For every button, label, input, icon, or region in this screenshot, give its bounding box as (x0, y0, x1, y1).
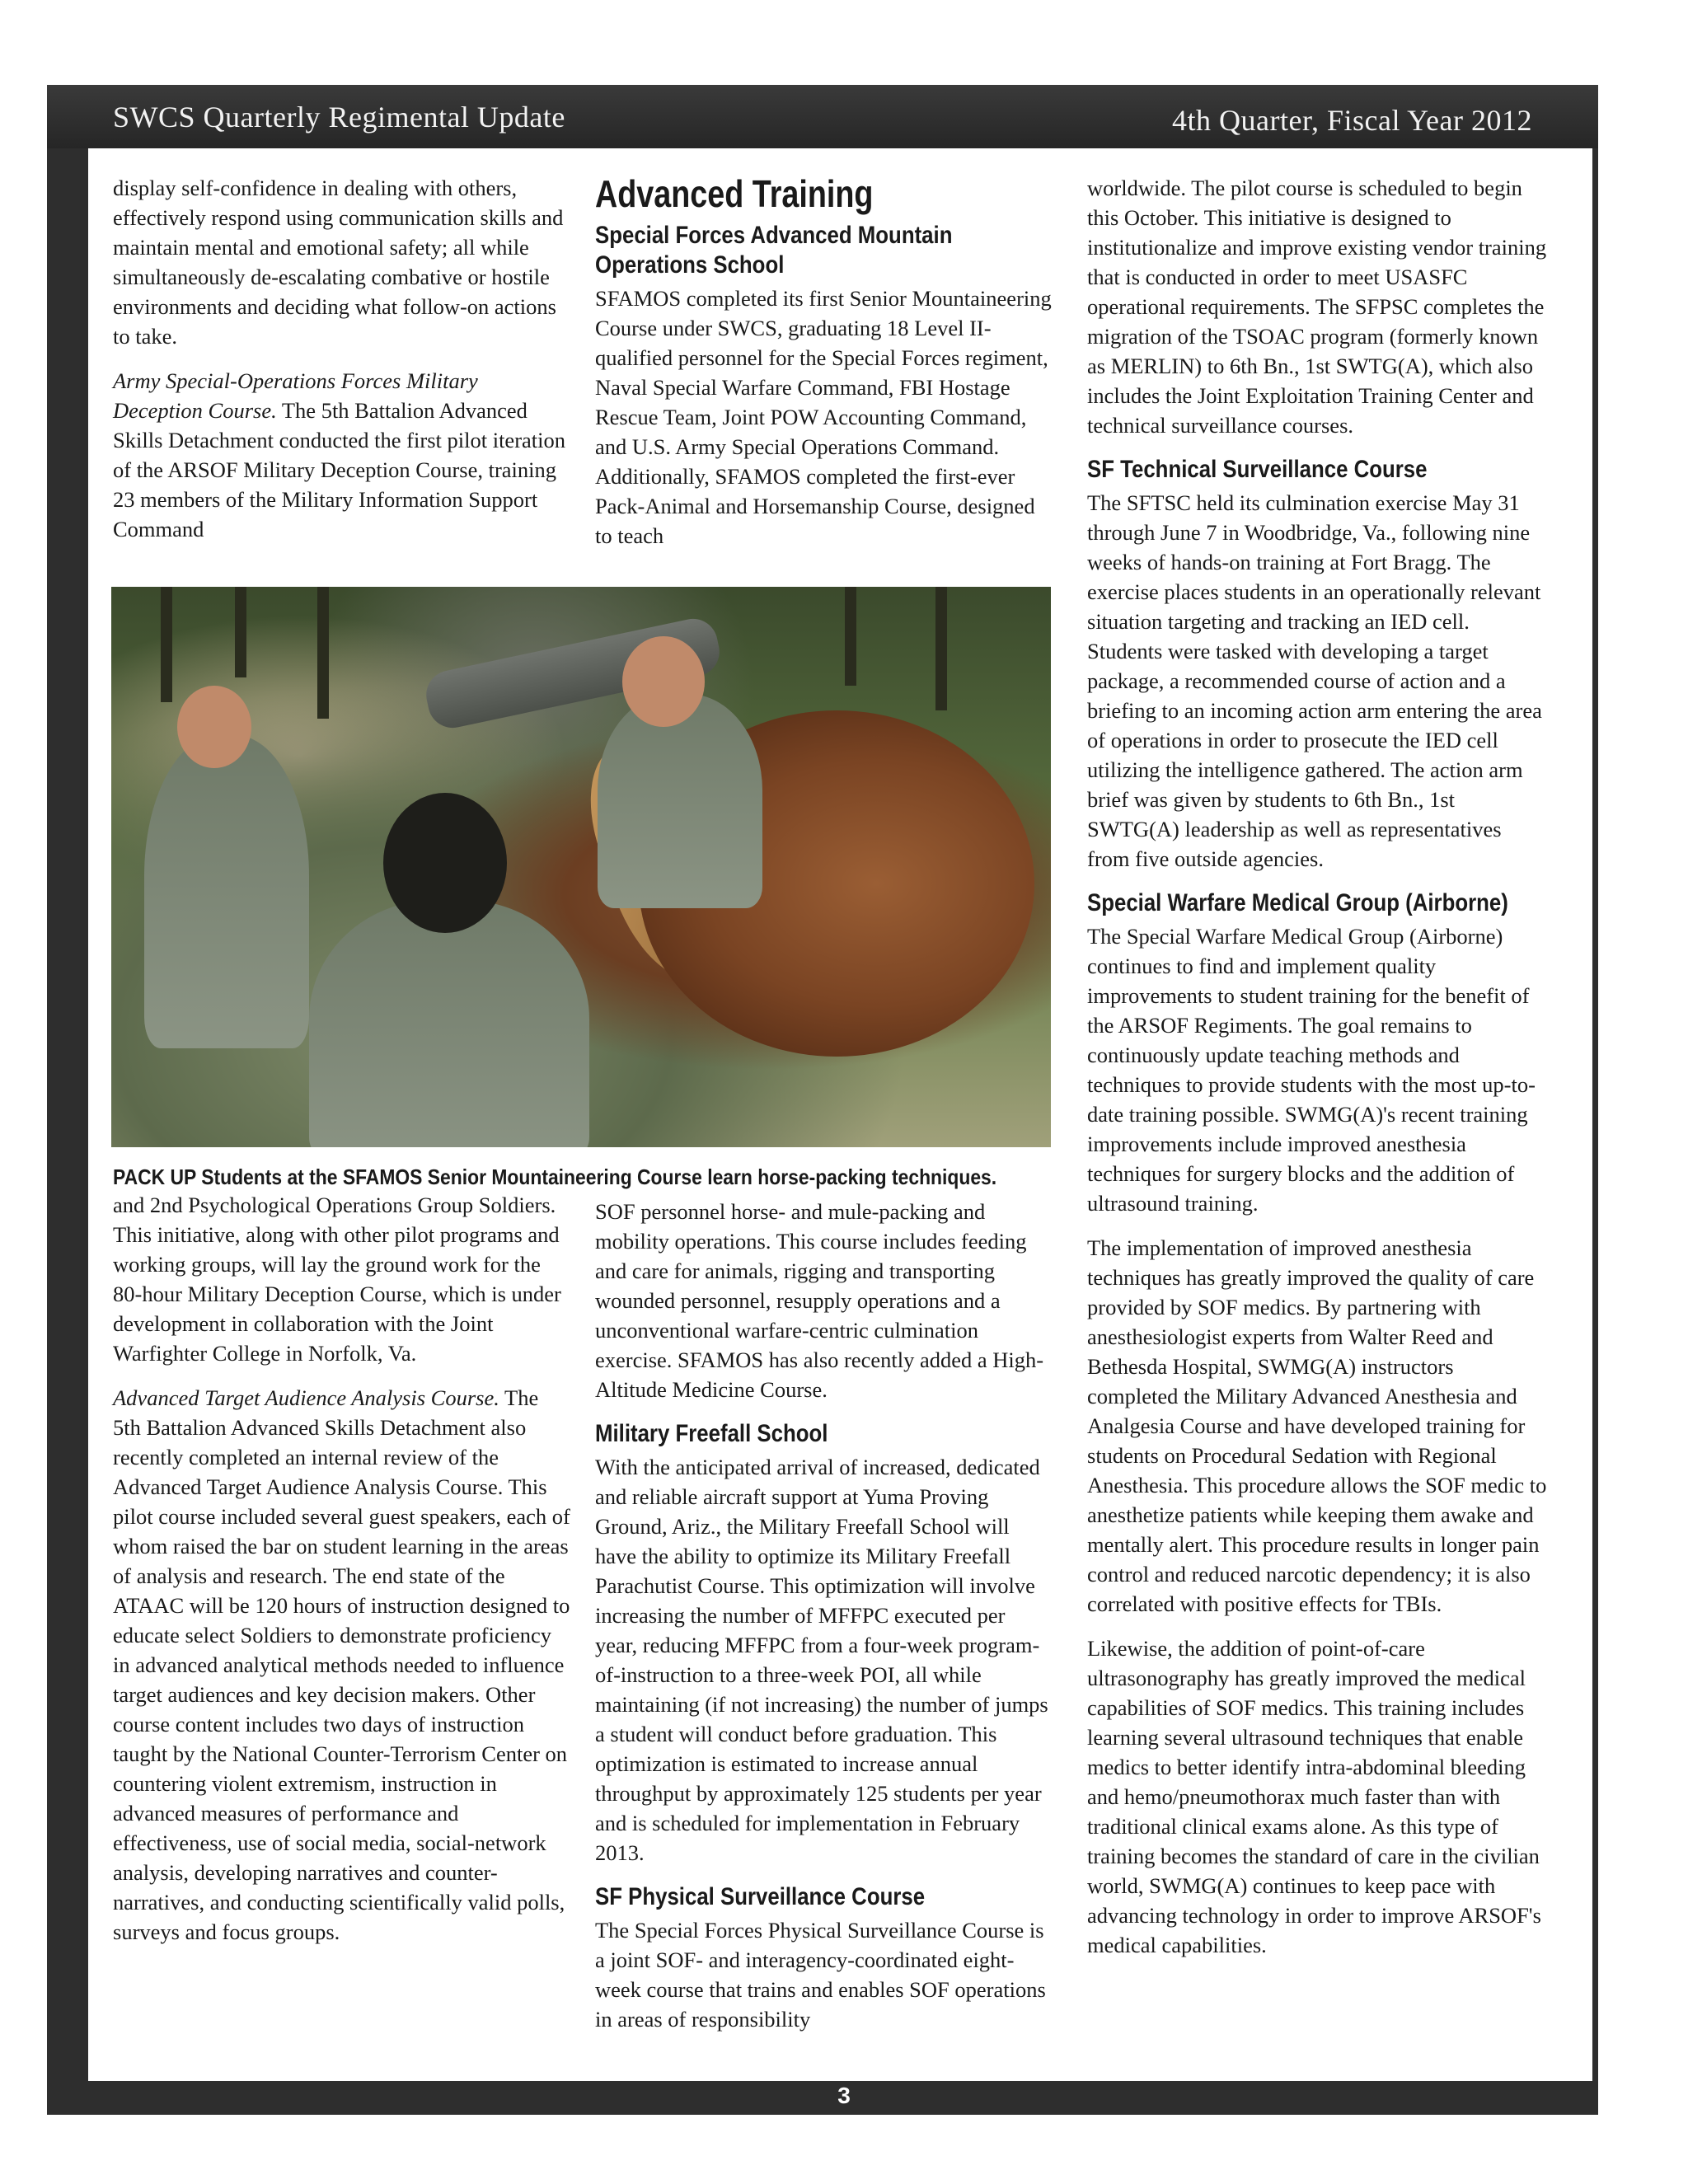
paragraph (113, 1383, 570, 1947)
issue-date: 4th Quarter, Fiscal Year 2012 (1172, 104, 1532, 137)
photo-soldier (144, 735, 309, 1048)
paragraph: With the anticipated arrival of increased, dedicated and reliable aircraft support at Yuma Proving Ground, Ariz., the Military Freefall School will have the ability to optimize its Military Freefall Parachutist Course. This optimization will involve increasing the number of MFFPC executed per year, reducing MFFPC from a four-week program-of-instruction to a three-week POI, all while maintaining (if not increasing) the number of jumps a student will conduct before graduation. This optimization is estimated to increase annual throughput by approximately 125 students per year and is scheduled for implementation in February 2013. (595, 1455, 1048, 1865)
paragraph-text: The 5th Battalion Advanced Skills Detachment also recently completed an internal review of the Advanced Target Audience Analysis Course. This pilot course included several guest speakers, each of whom raised the bar on student learning in the areas of analysis and research. The end state of the ATAAC will be 120 hours of instruction designed to educate select Soldiers to demonstrate proficiency in advanced analytical methods needed to influence target audiences and key decision makers. Other course content includes two days of instruction taught by the National Counter-Terrorism Center on countering violent extremism, instruction in advanced measures of performance and effectiveness, use of social media, social-network analysis, developing narratives and counter-narratives, and conducting scientifically valid polls, surveys and focus groups. (113, 1385, 570, 1944)
sub-heading-swmg: Special Warfare Medical Group (Airborne) (1087, 889, 1508, 916)
paragraph: SOF personnel horse- and mule-packing and mobility operations. This course includes feeding and care for animals, rigging and transporting wounded personnel, resupply operations and a unconventional warfare-centric culmination exercise. SFAMOS has also recently added a High-Altitude Medicine Course. (595, 1199, 1044, 1402)
run-in-heading: Advanced Target Audience Analysis Course. (113, 1385, 499, 1410)
photo-caption: PACK UP Students at the SFAMOS Senior Mountaineering Course learn horse-packing techniques. (113, 1165, 997, 1189)
sub-heading-sfamos: Special Forces Advanced Mountain Operations School (595, 222, 953, 279)
paragraph: The implementation of improved anesthesia techniques has greatly improved the quality of care provided by SOF medics. By partnering with anesthesiologist experts from Walter Reed and Bethesda Hospital, SWMG(A) instructors completed the Military Advanced Anesthesia and Analgesia Course and have developed training for students on Procedural Sedation with Regional Anesthesia. This procedure allows the SOF medic to anesthetize patients while keeping them awake and mentally alert. This procedure results in longer pain control and reduced narcotic dependency; it is also correlated with positive effects for TBIs. (1087, 1235, 1547, 1616)
paragraph: The SFTSC held its culmination exercise May 31 through June 7 in Woodbridge, Va., following nine weeks of hands-on training at Fort Bragg. The exercise places students in an operationally relevant situation targeting and tracking an IED cell. Students were tasked with developing a target package, a recommended course of action and a briefing to an incoming action arm entering the area of operations in order to prosecute the IED cell utilizing the intelligence gathered. The action arm brief was given by students to 6th Bn., 1st SWTG(A) leadership as well as representatives from five outside agencies. (1087, 490, 1542, 871)
photo-tree (161, 587, 172, 702)
run-in-heading: Army Special-Operations Forces Military Deception Course. (113, 368, 478, 423)
sub-heading-sfpsc: SF Physical Surveillance Course (595, 1883, 926, 1910)
header-bar (47, 85, 1598, 148)
paragraph: The Special Warfare Medical Group (Airborne) continues to find and implement quality improvements to student training for the benefit of the ARSOF Regiments. The goal remains to continuously update teaching methods and techniques to provide students with the most up-to-date training possible. SWMG(A)'s recent training improvements include improved anesthesia techniques for surgery blocks and the addition of ultrasound training. (1087, 924, 1536, 1216)
paragraph-text: The 5th Battalion Advanced Skills Detachment conducted the first pilot iteration of the ARSOF Military Deception Course, training 23 members of the Military Information Support Command (113, 398, 566, 541)
photo-tree (845, 587, 856, 686)
paragraph: and 2nd Psychological Operations Group Soldiers. This initiative, along with other pilot programs and working groups, will lay the ground work for the 80-hour Military Deception Course, which is under development in collaboration with the Joint Warfighter College in Norfolk, Va. (113, 1193, 561, 1366)
page-content (88, 148, 1592, 2081)
photo-tree (317, 587, 329, 719)
photo-soldier-head (622, 636, 705, 727)
column-3 (1087, 173, 1549, 1975)
photo-soldier (598, 694, 762, 908)
paragraph: The Special Forces Physical Surveillance Course is a joint SOF- and interagency-coordinated eight-week course that trains and enables SOF operations in areas of responsibility (595, 1918, 1046, 2032)
column-2-bottom (595, 1197, 1053, 2049)
column-1-bottom (113, 1190, 570, 1961)
paragraph: SFAMOS completed its first Senior Mountaineering Course under SWCS, graduating 18 Level II-qualified personnel for the Special Forces regiment, Naval Special Warfare Command, FBI Hostage Rescue Team, Joint POW Accounting Command, and U.S. Army Special Operations Command. Additionally, SFAMOS completed the first-ever Pack-Animal and Horsemanship Course, designed to teach (595, 286, 1052, 548)
column-2-top (595, 171, 1053, 565)
paragraph: display self-confidence in dealing with others, effectively respond using communication skills and maintain mental and emotional safety; all while simultaneously de-escalating combative or hostile environments and deciding what follow-on actions to take. (113, 176, 564, 349)
photo-horse-packing (111, 587, 1051, 1147)
photo-soldier-head (177, 686, 251, 768)
section-title: Advanced Training (595, 172, 874, 215)
photo-tree (235, 587, 246, 677)
paragraph (113, 366, 570, 544)
photo-soldier (309, 900, 589, 1147)
page-number: 3 (837, 2083, 851, 2108)
sub-heading-mffs: Military Freefall School (595, 1420, 828, 1447)
column-1-top (113, 173, 570, 559)
publication-title: SWCS Quarterly Regimental Update (113, 101, 565, 134)
photo-soldier-head (383, 793, 507, 933)
photo-tree (935, 587, 947, 710)
paragraph: Likewise, the addition of point-of-care ultrasonography has greatly improved the medical capabilities of SOF medics. This training includes learning several ultrasound techniques that enable medics to better identify intra-abdominal bleeding and hemo/pneumothorax much faster than with traditional clinical exams alone. As this type of training becomes the standard of care in the civilian world, SWMG(A) continues to keep pace with advancing technology in order to improve ARSOF's medical capabilities. (1087, 1636, 1541, 1957)
paragraph: worldwide. The pilot course is scheduled to begin this October. This initiative is designed to institutionalize and improve existing vendor training that is conducted in order to meet USASFC operational requirements. The SFPSC completes the migration of the TSOAC program (formerly known as MERLIN) to 6th Bn., 1st SWTG(A), which also includes the Joint Exploitation Training Center and technical surveillance courses. (1087, 176, 1547, 438)
sub-heading-sftsc: SF Technical Surveillance Course (1087, 456, 1428, 483)
